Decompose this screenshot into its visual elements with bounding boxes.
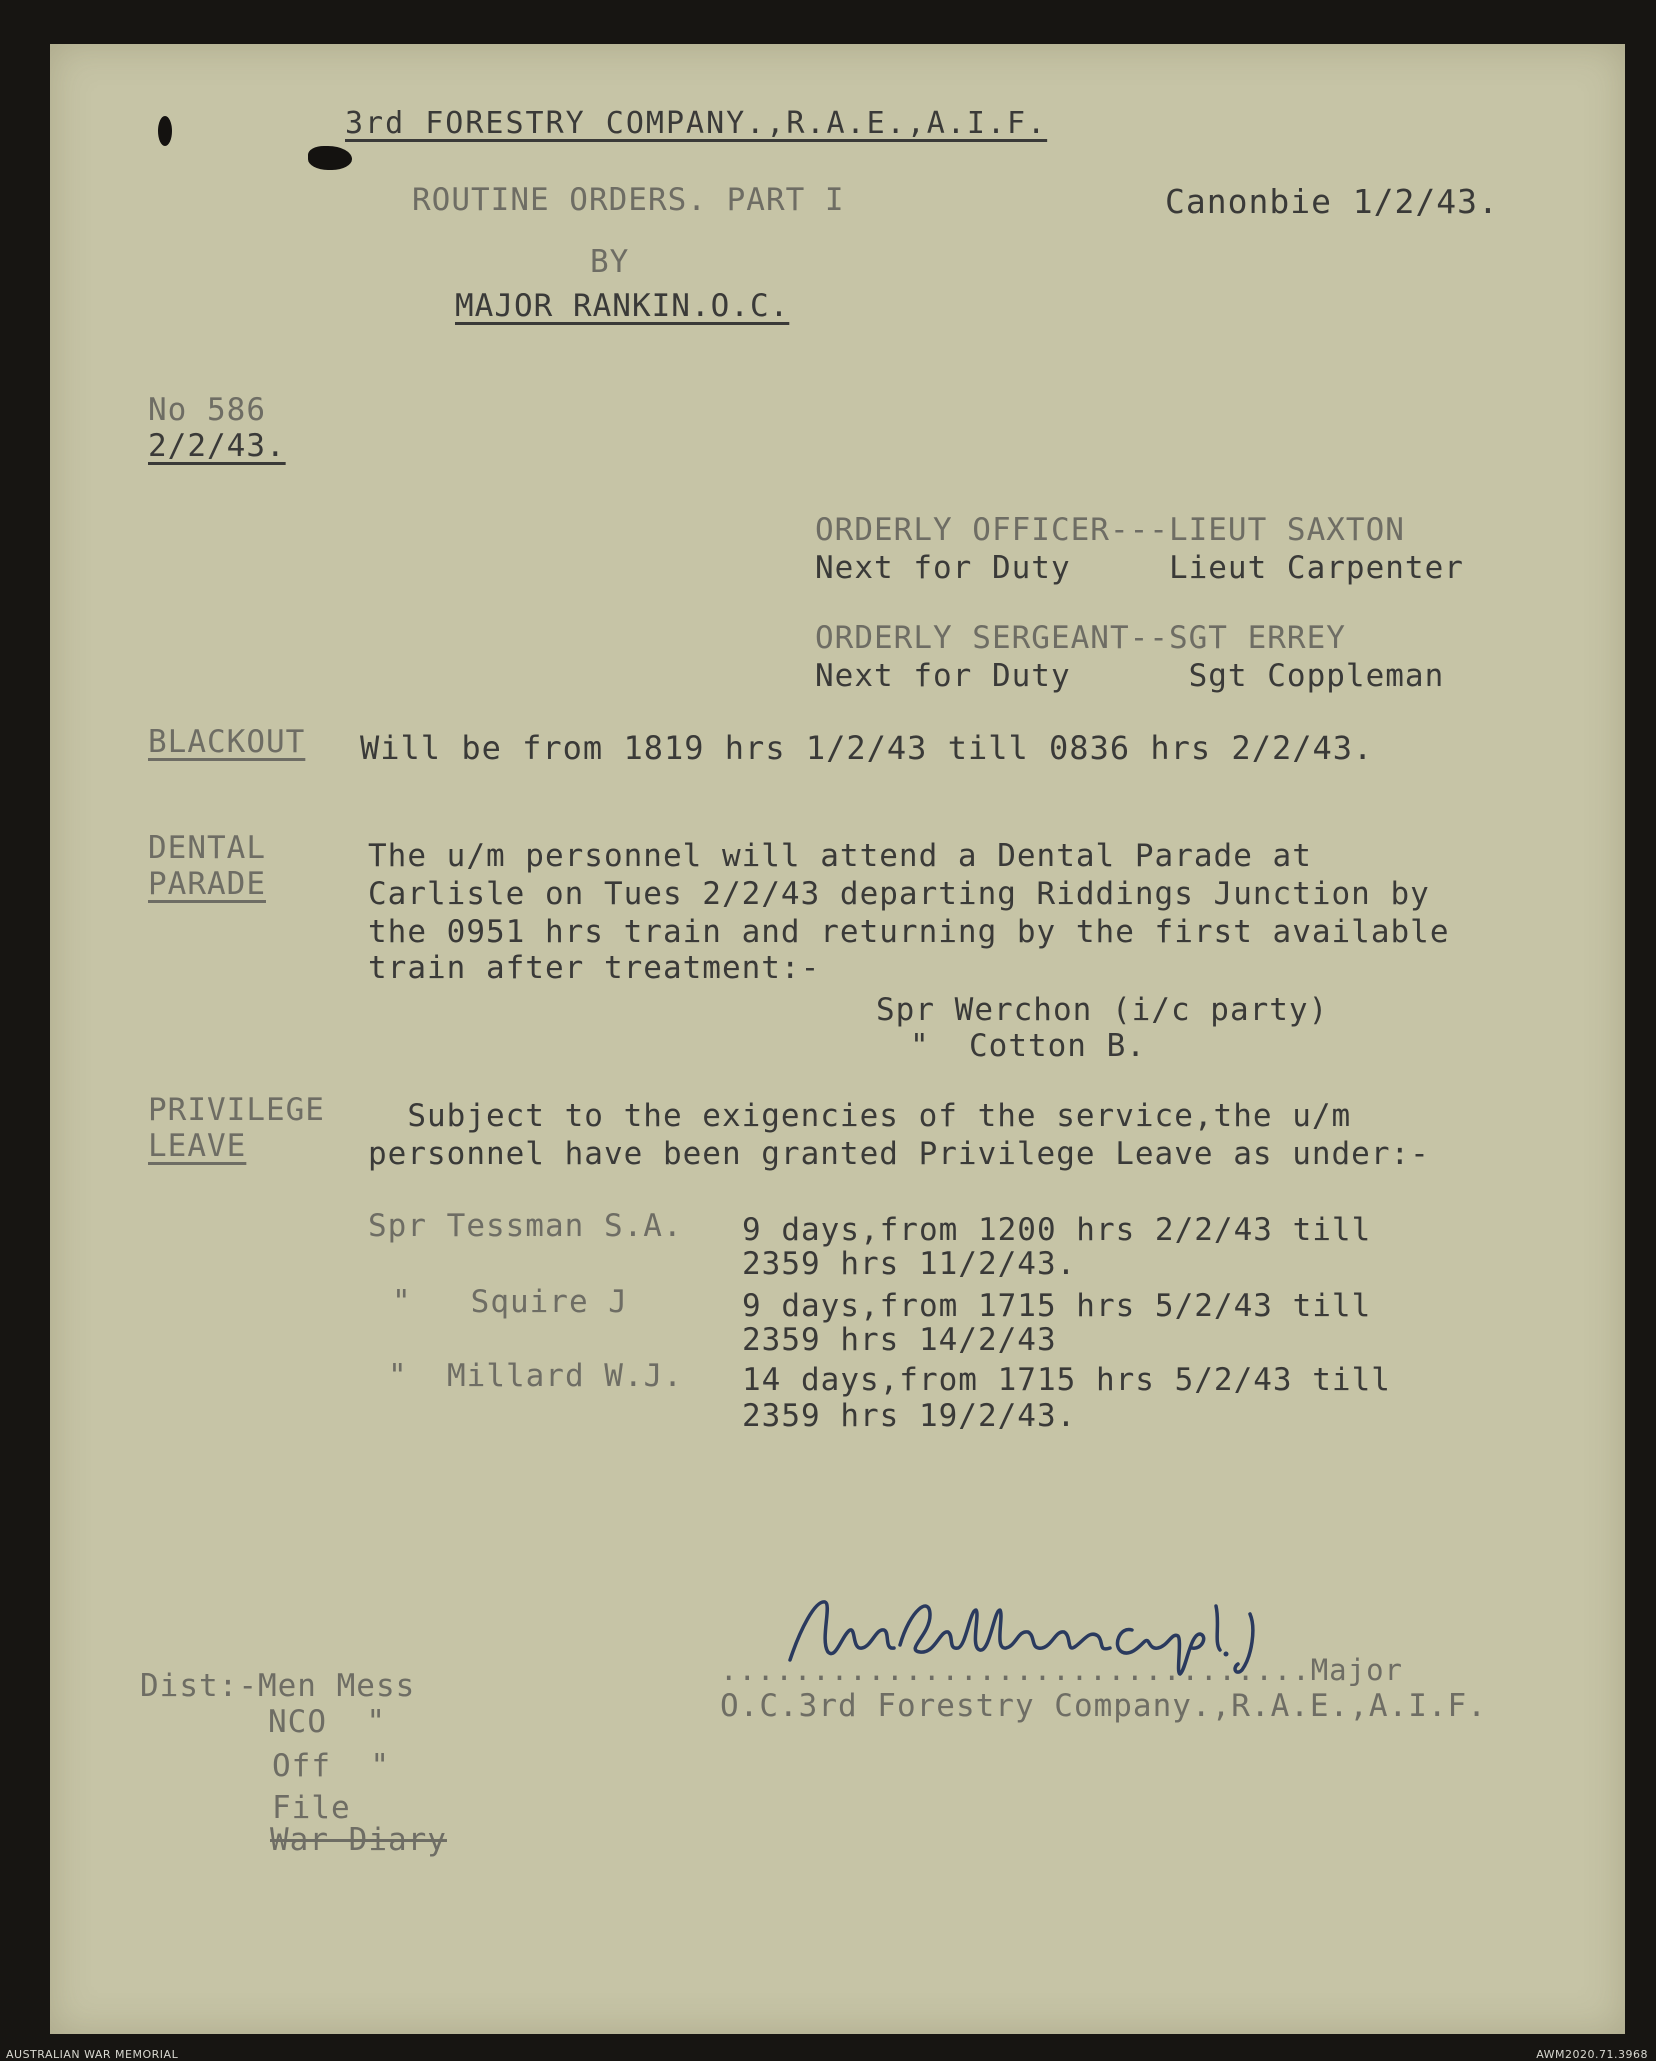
distribution-label: Dist:-Men Mess xyxy=(140,1668,416,1704)
leave-entry-detail: 9 days,from 1200 hrs 2/2/43 till xyxy=(742,1212,1372,1248)
order-number: No 586 xyxy=(148,392,266,428)
orderly-officer: ORDERLY OFFICER---LIEUT SAXTON xyxy=(815,512,1405,548)
punch-hole-mark xyxy=(158,116,172,146)
dental-personnel: " Cotton B. xyxy=(910,1028,1146,1064)
unit-heading: 3rd FORESTRY COMPANY.,R.A.E.,A.I.F. xyxy=(345,106,1048,141)
leave-entry-name: " Millard W.J. xyxy=(388,1358,683,1394)
leave-entry-name: Spr Tessman S.A. xyxy=(368,1208,683,1244)
leave-paragraph-line: personnel have been granted Privilege Leave as under:- xyxy=(368,1136,1430,1172)
dental-paragraph-line: the 0951 hrs train and returning by the first available xyxy=(368,914,1450,950)
dental-heading: PARADE xyxy=(148,866,266,902)
privilege-heading: PRIVILEGE xyxy=(148,1092,325,1128)
leave-entry-detail: 2359 hrs 14/2/43 xyxy=(742,1322,1057,1358)
place-date: Canonbie 1/2/43. xyxy=(1165,182,1499,221)
footer-credit: AUSTRALIAN WAR MEMORIAL xyxy=(6,2048,179,2061)
dental-paragraph-line: Carlisle on Tues 2/2/43 departing Riddings Junction by xyxy=(368,876,1430,912)
orderly-sergeant: ORDERLY SERGEANT--SGT ERREY xyxy=(815,620,1346,656)
footer-accession: AWM2020.71.3968 xyxy=(1536,2048,1648,2061)
dental-personnel: Spr Werchon (i/c party) xyxy=(876,992,1329,1028)
leave-entry-detail: 2359 hrs 11/2/43. xyxy=(742,1246,1077,1282)
distribution-item: NCO " xyxy=(268,1704,386,1740)
blackout-heading: BLACKOUT xyxy=(148,724,306,760)
routine-orders-title: ROUTINE ORDERS. PART I xyxy=(412,182,845,218)
distribution-item: War Diary xyxy=(270,1822,447,1858)
dental-heading: DENTAL xyxy=(148,830,266,866)
sergeant-next-for-duty: Next for Duty Sgt Coppleman xyxy=(815,658,1445,694)
distribution-item: Off " xyxy=(272,1748,390,1784)
signature-title: O.C.3rd Forestry Company.,R.A.E.,A.I.F. xyxy=(720,1688,1487,1724)
leave-entry-detail: 2359 hrs 19/2/43. xyxy=(742,1398,1077,1434)
leave-entry-detail: 9 days,from 1715 hrs 5/2/43 till xyxy=(742,1288,1372,1324)
leave-entry-detail: 14 days,from 1715 hrs 5/2/43 till xyxy=(742,1362,1391,1398)
blackout-text: Will be from 1819 hrs 1/2/43 till 0836 hrs 2/2/43. xyxy=(360,729,1374,767)
leave-entry-name: " Squire J xyxy=(392,1284,628,1320)
by-label: BY xyxy=(590,244,630,280)
dental-paragraph-line: train after treatment:- xyxy=(368,950,821,986)
officer-heading: MAJOR RANKIN.O.C. xyxy=(455,288,790,324)
privilege-heading: LEAVE xyxy=(148,1128,247,1164)
distribution-item: File xyxy=(272,1790,351,1826)
signature-line: ................................Major xyxy=(720,1653,1404,1687)
dental-paragraph-line: The u/m personnel will attend a Dental Parade at xyxy=(368,838,1312,874)
leave-paragraph-line: Subject to the exigencies of the service,the u/m xyxy=(368,1098,1352,1134)
punch-hole-mark xyxy=(308,146,352,170)
officer-next-for-duty: Next for Duty Lieut Carpenter xyxy=(815,550,1464,586)
order-date: 2/2/43. xyxy=(148,428,286,464)
